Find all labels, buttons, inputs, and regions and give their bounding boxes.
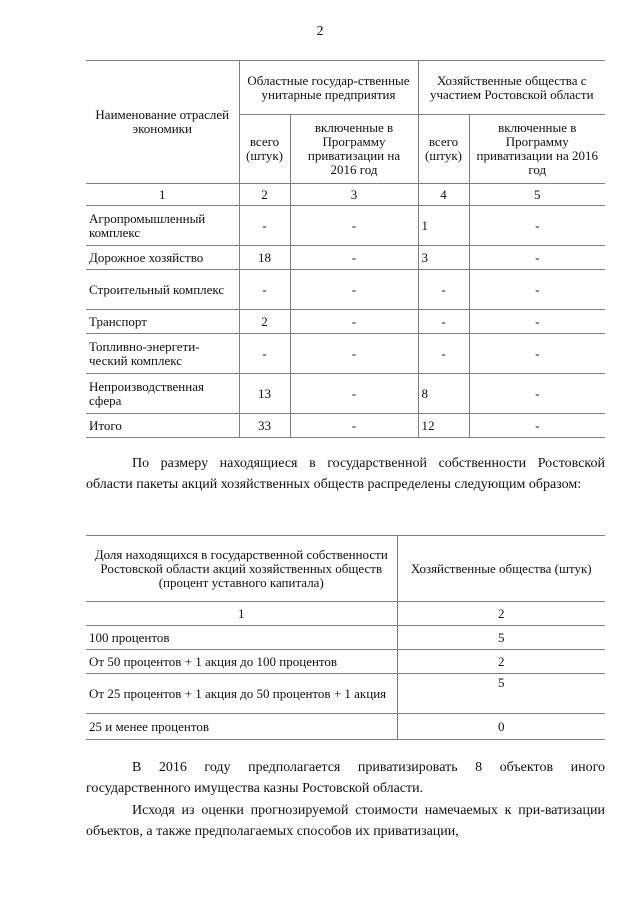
- cell-value: -: [290, 206, 418, 246]
- paragraph-valuation: Исходя из оценки прогнозируемой стоимости намечаемых к при-ватизации объектов, а также предполагаемых способов их приватизации,: [86, 803, 605, 839]
- cell-value: -: [418, 334, 469, 374]
- cell-value: -: [239, 334, 290, 374]
- sector-name: Дорожное хозяйство: [86, 246, 239, 270]
- table-row: [86, 270, 605, 310]
- column-number: 3: [290, 184, 418, 206]
- sector-name: Итого: [86, 414, 239, 438]
- sector-name: Транспорт: [86, 310, 239, 334]
- share-range: От 50 процентов + 1 акция до 100 процентов: [86, 650, 397, 674]
- cell-value: -: [469, 246, 605, 270]
- header-share-percent: Доля находящихся в государственной собственности Ростовской области акций хозяйственных обществ (процент уставного капитала): [86, 536, 397, 602]
- cell-value: 12: [418, 414, 469, 438]
- cell-value: -: [418, 310, 469, 334]
- header-in-program: включенные в Программу приватизации на 2016 год: [469, 115, 605, 184]
- share-distribution-table: [86, 535, 605, 740]
- cell-value: -: [239, 206, 290, 246]
- column-number: 1: [86, 184, 239, 206]
- header-companies-count: Хозяйственные общества (штук): [397, 536, 605, 602]
- companies-count: 5: [397, 626, 605, 650]
- cell-value: 1: [418, 206, 469, 246]
- header-total: всего (штук): [239, 115, 290, 184]
- table-row: [86, 374, 605, 414]
- cell-value: 13: [239, 374, 290, 414]
- table-row: [86, 674, 605, 714]
- sector-name: Топливно-энергети-ческий комплекс: [86, 334, 239, 374]
- cell-value: 2: [239, 310, 290, 334]
- sector-name: Непроизводственная сфера: [86, 374, 239, 414]
- share-range: 100 процентов: [86, 626, 397, 650]
- table-row: [86, 650, 605, 674]
- paragraph-share-distribution: По размеру находящиеся в государственной собственности Ростовской области пакеты акций хозяйственных обществ распределены следующим образом:: [86, 456, 605, 492]
- table-row: [86, 626, 605, 650]
- companies-count: 5: [397, 674, 605, 714]
- enterprises-by-sector-table: [86, 60, 605, 438]
- table-row-total: [86, 414, 605, 438]
- cell-value: -: [469, 206, 605, 246]
- companies-count: 2: [397, 650, 605, 674]
- cell-value: -: [290, 334, 418, 374]
- cell-value: -: [290, 414, 418, 438]
- page-number: 2: [316, 24, 324, 39]
- table-row: [86, 206, 605, 246]
- column-number: 2: [397, 602, 605, 626]
- cell-value: -: [239, 270, 290, 310]
- share-range: 25 и менее процентов: [86, 714, 397, 740]
- sector-name: Агропромышленный комплекс: [86, 206, 239, 246]
- cell-value: -: [418, 270, 469, 310]
- cell-value: -: [469, 374, 605, 414]
- column-number: 5: [469, 184, 605, 206]
- share-range: От 25 процентов + 1 акция до 50 процентов + 1 акция: [86, 674, 397, 714]
- column-number: 1: [86, 602, 397, 626]
- table-row: [86, 310, 605, 334]
- cell-value: -: [290, 374, 418, 414]
- column-number: 4: [418, 184, 469, 206]
- companies-count: 0: [397, 714, 605, 740]
- cell-value: 18: [239, 246, 290, 270]
- header-total: всего (штук): [418, 115, 469, 184]
- table-row: [86, 714, 605, 740]
- cell-value: -: [469, 414, 605, 438]
- header-in-program: включенные в Программу приватизации на 2016 год: [290, 115, 418, 184]
- paragraph-privatization-plan: В 2016 году предполагается приватизировать 8 объектов иного государственного имущества казны Ростовской области.: [86, 760, 605, 796]
- cell-value: -: [290, 310, 418, 334]
- cell-value: 3: [418, 246, 469, 270]
- header-state-unitary-enterprises: Областные государ-ственные унитарные предприятия: [239, 61, 418, 115]
- cell-value: -: [469, 270, 605, 310]
- table-row: [86, 334, 605, 374]
- table-row: [86, 246, 605, 270]
- header-sector-name: Наименование отраслей экономики: [86, 61, 239, 184]
- cell-value: -: [469, 310, 605, 334]
- cell-value: 33: [239, 414, 290, 438]
- cell-value: 8: [418, 374, 469, 414]
- cell-value: -: [290, 270, 418, 310]
- cell-value: -: [469, 334, 605, 374]
- column-number: 2: [239, 184, 290, 206]
- sector-name: Строительный комплекс: [86, 270, 239, 310]
- header-business-companies: Хозяйственные общества с участием Ростовской области: [418, 61, 605, 115]
- cell-value: -: [290, 246, 418, 270]
